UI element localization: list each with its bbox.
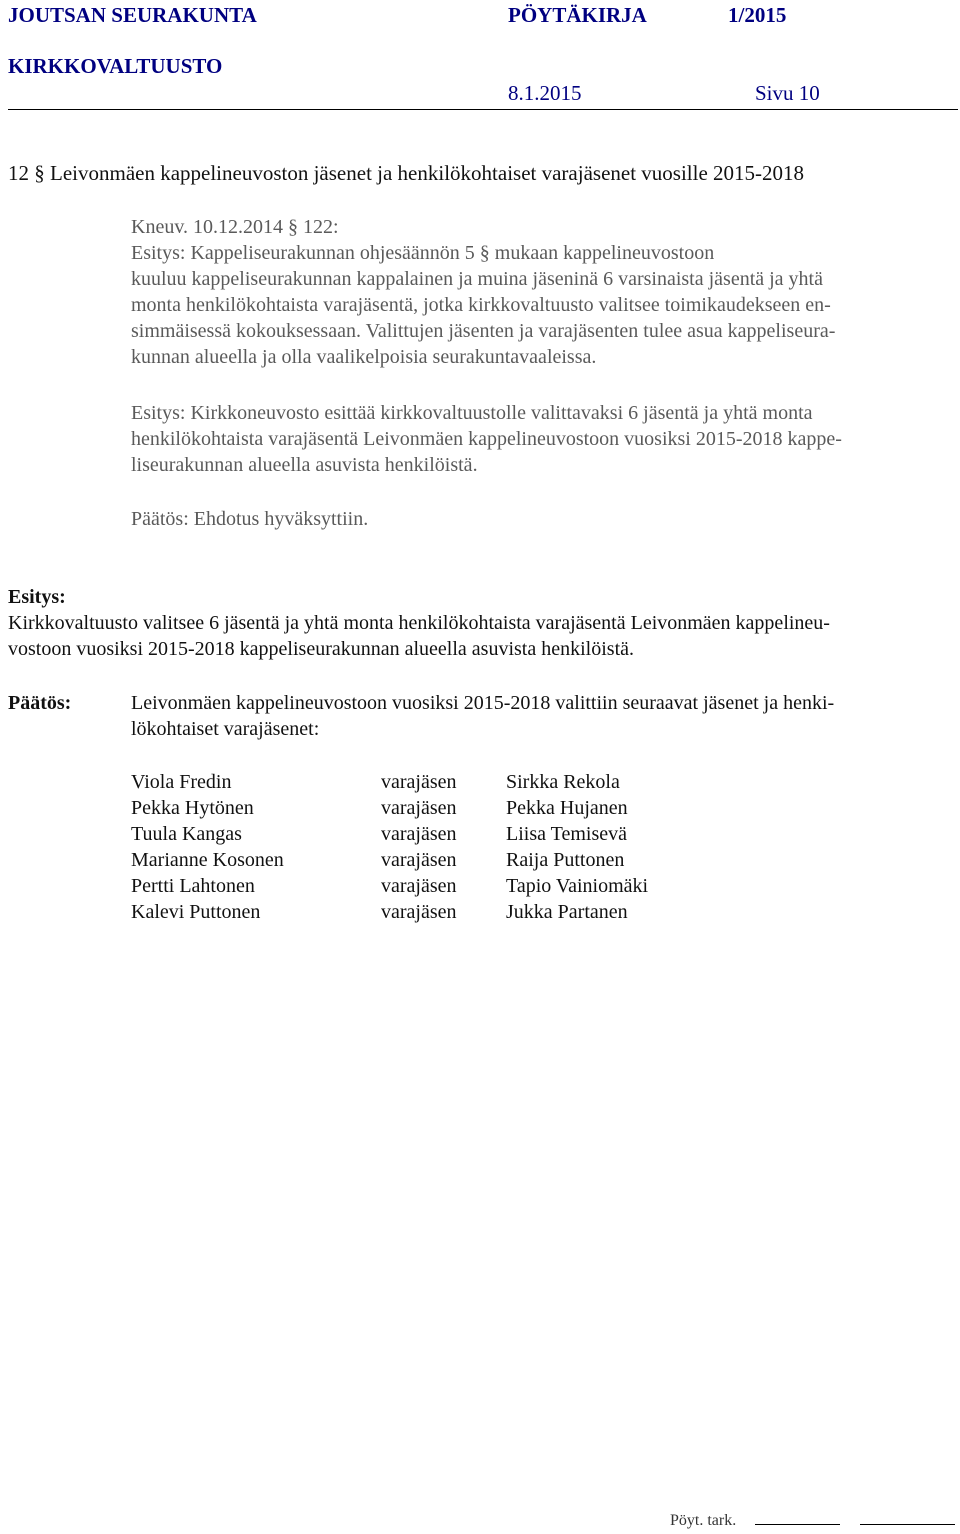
paragraph-line: kunnan alueella ja olla vaalikelpoisia seurakuntavaaleissa. <box>131 346 597 368</box>
signature-line <box>860 1524 955 1525</box>
previous-proposal-2 <box>131 400 951 478</box>
member-row <box>131 847 831 873</box>
organization-name: JOUTSAN SEURAKUNTA <box>8 3 257 27</box>
paragraph-line: henkilökohtaista varajäsentä Leivonmäen kappelineuvostoon vuosiksi 2015-2018 kappe- <box>131 428 842 450</box>
member-name: Marianne Kosonen <box>131 849 284 871</box>
member-role: varajäsen <box>381 875 457 897</box>
page-number: Sivu 10 <box>755 81 820 105</box>
member-row <box>131 821 831 847</box>
meeting-date: 8.1.2015 <box>508 81 582 105</box>
member-name: Kalevi Puttonen <box>131 901 261 923</box>
paragraph-line: kuuluu kappeliseurakunnan kappalainen ja muina jäseninä 6 varsinaista jäsentä ja yhtä <box>131 268 823 290</box>
header-divider <box>8 109 958 110</box>
deputy-name: Raija Puttonen <box>506 849 625 871</box>
paragraph-line: Kirkkovaltuusto valitsee 6 jäsentä ja yhtä monta henkilökohtaista varajäsentä Leivonmäen kappelineu- <box>8 612 830 634</box>
document-type: PÖYTÄKIRJA <box>508 3 647 27</box>
member-row <box>131 769 831 795</box>
member-name: Pekka Hytönen <box>131 797 254 819</box>
deputy-name: Tapio Vainiomäki <box>506 875 649 897</box>
member-role: varajäsen <box>381 901 457 923</box>
deputy-name: Jukka Partanen <box>506 901 628 923</box>
previous-decision-reference: Kneuv. 10.12.2014 § 122: <box>131 216 339 238</box>
member-role: varajäsen <box>381 823 457 845</box>
proposal-text <box>8 610 953 662</box>
proposal-label: Esitys: <box>8 586 66 608</box>
member-name: Viola Fredin <box>131 771 232 793</box>
paragraph-line: monta henkilökohtaista varajäsentä, jotka kirkkovaltuusto valitsee toimikaudekseen en- <box>131 294 831 316</box>
member-role: varajäsen <box>381 797 457 819</box>
paragraph-line: vostoon vuosiksi 2015-2018 kappeliseurakunnan alueella asuvista henkilöistä. <box>8 638 634 660</box>
signature-line <box>755 1524 840 1525</box>
deputy-name: Sirkka Rekola <box>506 771 620 793</box>
previous-decision: Päätös: Ehdotus hyväksyttiin. <box>131 508 369 530</box>
member-row <box>131 873 831 899</box>
paragraph-line: lökohtaiset varajäsenet: <box>131 718 320 740</box>
member-role: varajäsen <box>381 771 457 793</box>
member-row <box>131 899 831 925</box>
paragraph-line: Esitys: Kappeliseurakunnan ohjesäännön 5 § mukaan kappelineuvostoon <box>131 242 715 264</box>
member-name: Tuula Kangas <box>131 823 242 845</box>
minutes-checker-label: Pöyt. tark. <box>670 1512 737 1529</box>
paragraph-line: Esitys: Kirkkoneuvosto esittää kirkkovaltuustolle valittavaksi 6 jäsentä ja yhtä monta <box>131 402 813 424</box>
paragraph-line: simmäisessä kokouksessaan. Valittujen jäsenten ja varajäsenten tulee asua kappeliseura- <box>131 320 836 342</box>
member-name: Pertti Lahtonen <box>131 875 255 897</box>
deputy-name: Pekka Hujanen <box>506 797 628 819</box>
member-row <box>131 795 831 821</box>
previous-proposal-1 <box>131 240 951 370</box>
body-name: KIRKKOVALTUUSTO <box>8 54 223 78</box>
paragraph-line: Leivonmäen kappelineuvostoon vuosiksi 2015-2018 valittiin seuraavat jäsenet ja henki- <box>131 692 835 714</box>
document-number: 1/2015 <box>728 3 787 27</box>
decision-text <box>131 690 951 742</box>
decision-label: Päätös: <box>8 692 72 714</box>
section-heading: 12 § Leivonmäen kappelineuvoston jäsenet ja henkilökohtaiset varajäsenet vuosille 2015-2018 <box>8 161 805 185</box>
paragraph-line: liseurakunnan alueella asuvista henkilöistä. <box>131 454 478 476</box>
member-role: varajäsen <box>381 849 457 871</box>
deputy-name: Liisa Temisevä <box>506 823 627 845</box>
